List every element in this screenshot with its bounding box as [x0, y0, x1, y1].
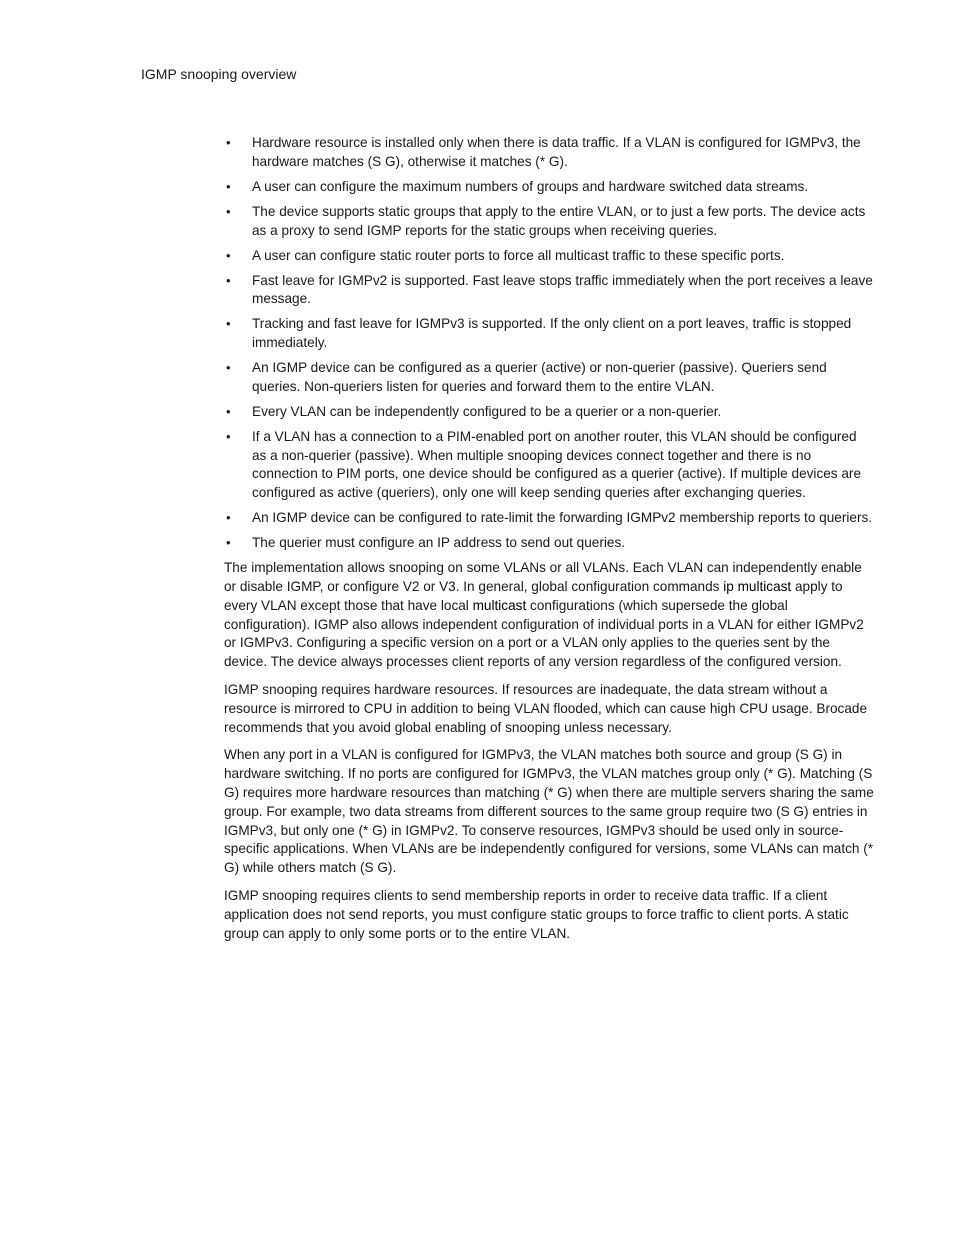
feature-bullet-list: [224, 134, 874, 553]
list-item-text: Every VLAN can be independently configured to be a querier or a non-querier.: [252, 403, 722, 419]
bullet-icon: •: [226, 403, 231, 419]
list-item-text: Tracking and fast leave for IGMPv3 is supported. If the only client on a port leaves, traffic is stopped immediately.: [252, 316, 852, 351]
bullet-icon: •: [226, 178, 231, 194]
list-item: [224, 247, 874, 266]
list-item: [224, 509, 874, 528]
membership-reports-paragraph: IGMP snooping requires clients to send membership reports in order to receive data traffic. If a client application does not send reports, you must configure static groups to force traffic to client ports. A static group can apply to only some ports or to the entire VLAN.: [224, 887, 849, 941]
paragraph-text: configurations (which supersede the global configuration). IGMP also allows independent configuration of individual ports in a VLAN for either IGMPv2 or IGMPv3. Configuring a specific version on a port or a VLAN only applies to the queries sent by the device. The device always processes client reports of any version regardless of the configured version.: [224, 597, 864, 670]
list-item: [224, 134, 874, 172]
igmpv3-matching-paragraph: When any port in a VLAN is configured for IGMPv3, the VLAN matches both source and group (S G) in hardware switching. If no ports are configured for IGMPv3, the VLAN matches group only (* G). Matching (S G) requires more hardware resources than matching (* G) when there are multiple servers sharing the same group. For example, two data streams from different sources to the same group require two (S G) entries in IGMPv3, but only one (* G) in IGMPv2. To conserve resources, IGMPv3 should be used only in source-specific applications. When VLANs are be independently configured for versions, some VLANs can match (* G) while others match (S G).: [224, 747, 874, 876]
running-header: IGMP snooping overview: [141, 66, 297, 82]
bullet-icon: •: [226, 316, 231, 332]
bullet-icon: •: [226, 203, 231, 219]
bullet-icon: •: [226, 535, 231, 551]
implementation-paragraph: [224, 559, 874, 672]
command-ip-multicast: ip multicast: [723, 579, 792, 594]
list-item-text: The querier must configure an IP address to send out queries.: [252, 535, 626, 551]
bullet-icon: •: [226, 360, 231, 376]
bullet-icon: •: [226, 272, 231, 288]
list-item-text: A user can configure static router ports to force all multicast traffic to these specific ports.: [252, 247, 785, 263]
bullet-icon: •: [226, 247, 231, 263]
list-item: [224, 178, 874, 197]
command-multicast: multicast: [472, 597, 527, 613]
list-item: [224, 315, 874, 353]
bullet-icon: •: [226, 428, 231, 444]
list-item: [224, 203, 874, 241]
list-item: [224, 428, 874, 503]
list-item: [224, 359, 874, 397]
list-item-text: Fast leave for IGMPv2 is supported. Fast leave stops traffic immediately when the port receives a leave message.: [252, 272, 873, 307]
list-item-text: An IGMP device can be configured as a querier (active) or non-querier (passive). Queriers send queries. Non-queriers listen for queries and forward them to the entire VLAN.: [252, 360, 827, 394]
list-item-text: The device supports static groups that apply to the entire VLAN, or to just a few ports. The device acts as a proxy to send IGMP reports for the static groups when receiving queries.: [252, 203, 866, 238]
paragraph-text: apply to every VLAN except those that have local: [224, 579, 843, 613]
list-item: [224, 403, 874, 422]
list-item: [224, 534, 874, 553]
list-item-text: An IGMP device can be configured to rate-limit the forwarding IGMPv2 membership reports to queriers.: [252, 510, 873, 526]
paragraph-text: The implementation allows snooping on some VLANs or all VLANs. Each VLAN can independently enable or disable IGMP, or configure V2 or V3. In general, global configuration commands: [224, 560, 862, 594]
page-body: [224, 134, 874, 952]
bullet-icon: •: [226, 135, 231, 150]
list-item-text: A user can configure the maximum numbers of groups and hardware switched data streams.: [252, 178, 809, 194]
bullet-icon: •: [226, 510, 231, 526]
list-item-text: Hardware resource is installed only when there is data traffic. If a VLAN is configured for IGMPv3, the hardware matches (S G), otherwise it matches (* G).: [252, 135, 861, 169]
list-item: [224, 272, 874, 310]
list-item-text: If a VLAN has a connection to a PIM-enabled port on another router, this VLAN should be configured as a non-querier (passive). When multiple snooping devices connect together and there is no connection to PIM ports, one device should be configured as a querier (active). If multiple devices are configured as active (queriers), only one will keep sending queries after exchanging queries.: [252, 428, 862, 501]
hardware-resources-paragraph: IGMP snooping requires hardware resources. If resources are inadequate, the data stream without a resource is mirrored to CPU in addition to being VLAN flooded, which can cause high CPU usage. Brocade recommends that you avoid global enabling of snooping unless necessary.: [224, 681, 868, 735]
